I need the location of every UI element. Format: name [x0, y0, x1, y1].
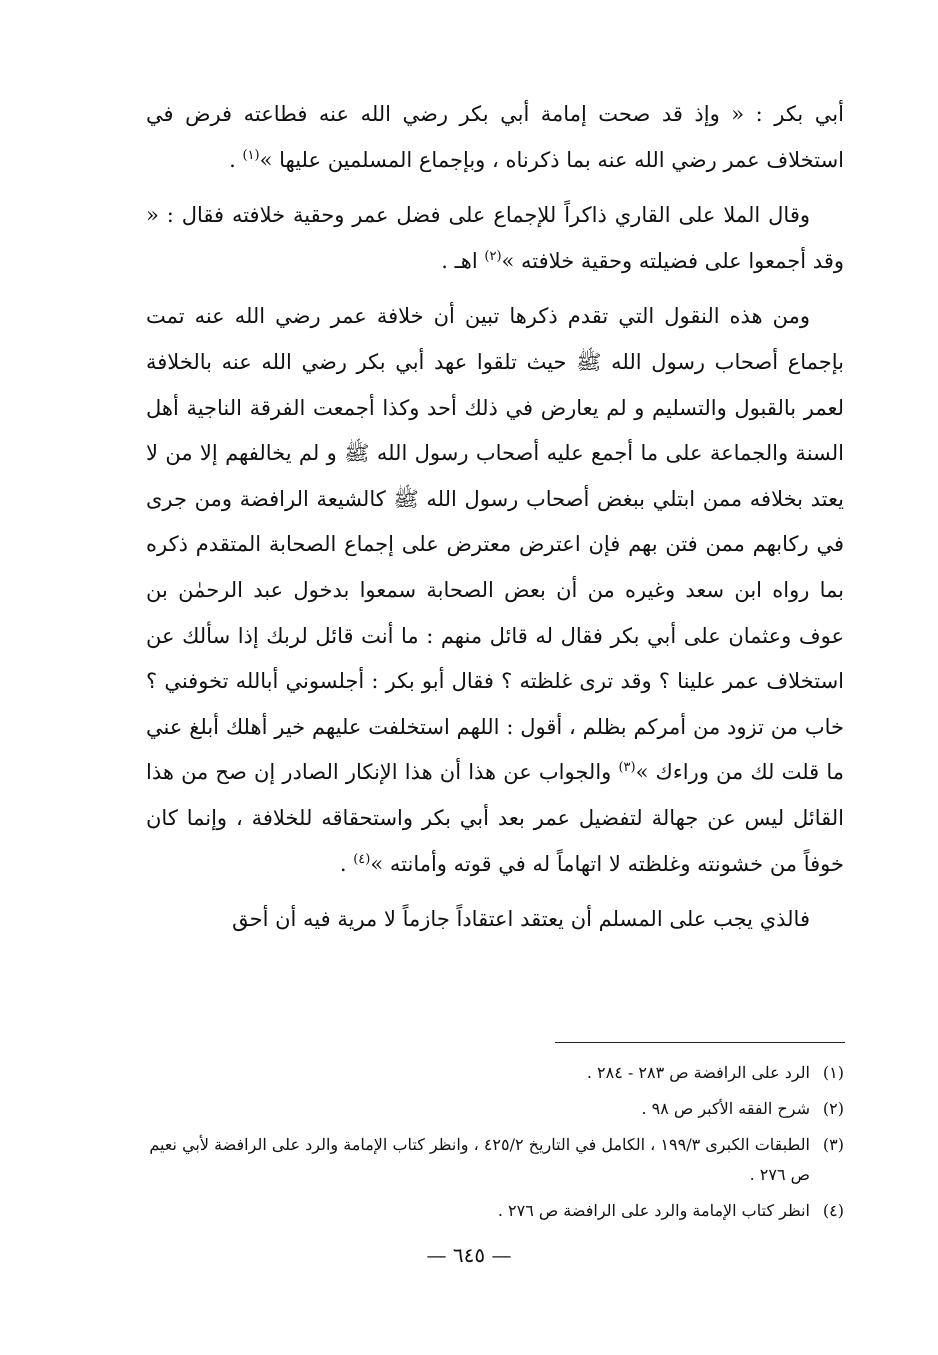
footnote-4	[146, 1196, 844, 1226]
footnote-number: (٣)	[822, 1135, 844, 1154]
paragraph-1	[146, 92, 844, 183]
main-text	[146, 92, 844, 953]
footnote-3	[146, 1130, 844, 1190]
paragraph-3-end: .	[339, 851, 354, 876]
paragraph-3-text-2: والجواب عن هذا أن هذا الإنكار الصادر إن صح من هذا القائل ليس عن جهالة لتفضيل عمر بعد أبي بكر واستحقاقه للخلافة ، وإنما كان خوفاً من خشونته وغلظته لا اتهاماً له في قوته وأمانته »	[146, 760, 844, 876]
footnote-ref-4[interactable]: (٤)	[353, 851, 371, 867]
footnote-text: شرح الفقه الأكبر ص ٩٨ .	[641, 1099, 810, 1118]
paragraph-1-text: أبي بكر : « وإذ قد صحت إمامة أبي بكر رضي الله عنه فطاعته فرض في استخلاف عمر رضي الله عنه بما ذكرناه ، وبإجماع المسلمين عليها »	[146, 102, 844, 172]
footnote-number: (٤)	[822, 1201, 844, 1220]
footnote-text: الطبقات الكبرى ١٩٩/٣ ، الكامل في التاريخ ٤٢٥/٢ ، وانظر كتاب الإمامة والرد على الرافضة لأبي نعيم ص ٢٧٦ .	[149, 1135, 810, 1184]
footnote-text: انظر كتاب الإمامة والرد على الرافضة ص ٢٧٦ .	[497, 1201, 810, 1220]
paragraph-4	[146, 897, 844, 943]
footnote-separator	[555, 1042, 845, 1043]
footnote-number: (٢)	[822, 1099, 844, 1118]
paragraph-2	[146, 193, 844, 284]
paragraph-3	[146, 294, 844, 887]
footnotes	[146, 1058, 844, 1232]
footnote-2	[146, 1094, 844, 1124]
footnote-ref-2[interactable]: (٢)	[484, 248, 502, 264]
footnote-text: الرد على الرافضة ص ٢٨٣ - ٢٨٤ .	[586, 1063, 810, 1082]
footnote-number: (١)	[822, 1063, 844, 1082]
paragraph-2-end: اهـ .	[441, 248, 485, 273]
paragraph-3-text-1: ومن هذه النقول التي تقدم ذكرها تبين أن خلافة عمر رضي الله عنه تمت بإجماع أصحاب رسول الله ﷺ حيث تلقوا عهد أبي بكر رضي الله عنه بالخلافة لعمر بالقبول والتسليم و لم يعارض في ذلك أحد وكذا أجمعت الفرقة الناجية أهل السنة والجماعة على ما أجمع عليه أصحاب رسول الله ﷺ و لم يخالفهم إلا من لا يعتد بخلافه ممن ابتلي ببغض أصحاب رسول الله ﷺ كالشيعة الرافضة ومن جرى في ركابهم ممن فتن بهم فإن اعترض معترض على إجماع الصحابة المتقدم ذكره بما رواه ابن سعد وغيره من أن بعض الصحابة سمعوا بدخول عبد الرحمٰن بن عوف وعثمان على أبي بكر فقال له قائل منهم : ما أنت قائل لربك إذا سألك عن استخلاف عمر علينا ؟ وقد ترى غلظته ؟ فقال أبو بكر : أجلسوني أبالله تخوفني ؟ خاب من تزود من أمركم بظلم ، أقول : اللهم استخلفت عليهم خير أهلك أبلغ عني ما قلت لك من وراءك »	[146, 304, 844, 785]
footnote-1	[146, 1058, 844, 1088]
paragraph-2-text: وقال الملا على القاري ذاكراً للإجماع على فضل عمر وحقية خلافته فقال : « وقد أجمعوا على فضيلته وحقية خلافته »	[146, 203, 844, 273]
footnote-ref-1[interactable]: (١)	[242, 147, 260, 163]
page-number: — ٦٤٥ —	[426, 1243, 512, 1267]
paragraph-1-end: .	[229, 147, 243, 172]
footnote-ref-3[interactable]: (٣)	[618, 760, 636, 776]
paragraph-4-text: فالذي يجب على المسلم أن يعتقد اعتقاداً جازماً لا مرية فيه أن أحق	[232, 907, 810, 932]
